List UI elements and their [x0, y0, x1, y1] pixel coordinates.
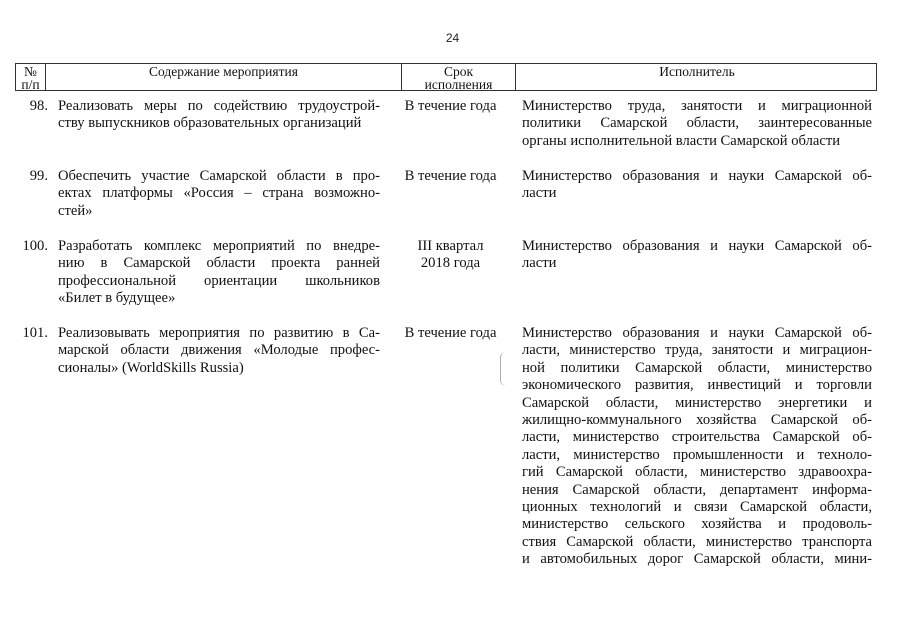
- row-content: [58, 238, 380, 308]
- header-term: [402, 64, 515, 91]
- text-line: ствия Самарской области, министерство транспорта: [522, 533, 872, 550]
- row-executor: [522, 325, 872, 569]
- text-line: «Билет в будущее»: [58, 290, 176, 307]
- row-term: [393, 168, 508, 185]
- text-line: ласти, министерство труда, занятости и миграцион-: [522, 342, 872, 359]
- text-line: нию в Самарской области проекта ранней: [58, 255, 380, 272]
- text-line: Министерство образования и науки Самарской об-: [522, 325, 872, 341]
- text-line: Срок: [443, 64, 474, 79]
- text-line: стей»: [58, 202, 93, 219]
- text-line: ласти: [522, 185, 557, 202]
- row-content: [58, 168, 380, 220]
- text-line: ционных технологий и связи Самарской области,: [522, 499, 872, 516]
- text-line: органы исполнительной власти Самарской области: [522, 132, 841, 149]
- row-number: 100.: [22, 238, 48, 254]
- row-term: [393, 238, 508, 273]
- text-line: ной политики Самарской области, министерство: [522, 359, 872, 376]
- scan-mark: [500, 352, 507, 386]
- text-line: ектах платформы «Россия – страна возможно-: [58, 185, 380, 202]
- header-number: [16, 64, 45, 91]
- row-term: [393, 325, 508, 342]
- text-line: Обеспечить участие Самарской области в про-: [58, 168, 380, 184]
- text-line: Разработать комплекс мероприятий по внедре-: [58, 238, 380, 254]
- text-line: министерство сельского хозяйства и продоволь-: [522, 516, 872, 533]
- text-line: исполнения: [424, 77, 493, 92]
- text-line: ству выпускников образовательных организаций: [58, 115, 362, 132]
- text-line: нения Самарской области, департамент информа-: [522, 481, 872, 498]
- row-number: 101.: [22, 325, 48, 341]
- text-line: ласти: [522, 255, 557, 272]
- text-line: профессиональной ориентации школьников: [58, 272, 380, 289]
- text-line: В течение года: [404, 168, 497, 184]
- row-executor: [522, 238, 872, 273]
- text-line: Реализовывать мероприятия по развитию в Са-: [58, 325, 380, 341]
- row-executor: [522, 98, 872, 150]
- text-line: III квартал: [417, 238, 484, 254]
- table-header: [15, 63, 877, 91]
- text-line: 2018 года: [420, 255, 481, 272]
- row-number: 99.: [29, 168, 48, 184]
- text-line: п/п: [21, 77, 40, 92]
- text-line: Министерство труда, занятости и миграционной: [522, 98, 872, 114]
- row-content: [58, 98, 380, 133]
- text-line: гий Самарской области, министерство здравоохра-: [522, 464, 872, 481]
- row-content: [58, 325, 380, 377]
- text-line: В течение года: [404, 325, 497, 341]
- text-line: сионалы» (WorldSkills Russia): [58, 359, 244, 376]
- header-content: Содержание мероприятия: [149, 64, 298, 79]
- text-line: Министерство образования и науки Самарской об-: [522, 168, 872, 184]
- text-line: экономического развития, инвестиций и торговли: [522, 377, 872, 394]
- text-line: Самарской области, министерство энергетики и: [522, 394, 872, 411]
- text-line: ласти, министерство строительства Самарской об-: [522, 429, 872, 446]
- text-line: Министерство образования и науки Самарской об-: [522, 238, 872, 254]
- header-executor: Исполнитель: [659, 64, 735, 79]
- text-line: и автомобильных дорог Самарской области, мини-: [522, 551, 872, 568]
- text-line: марской области движения «Молодые профес-: [58, 342, 380, 359]
- row-executor: [522, 168, 872, 203]
- row-term: [393, 98, 508, 115]
- page-number: 24: [445, 31, 460, 45]
- row-number: 98.: [29, 98, 48, 114]
- text-line: Реализовать меры по содействию трудоустрой-: [58, 98, 380, 114]
- text-line: В течение года: [404, 98, 497, 114]
- text-line: жилищно-коммунального хозяйства Самарской об-: [522, 412, 872, 429]
- text-line: ласти, министерство промышленности и техноло-: [522, 446, 872, 463]
- text-line: политики Самарской области, заинтересованные: [522, 115, 872, 132]
- text-line: №: [24, 64, 37, 79]
